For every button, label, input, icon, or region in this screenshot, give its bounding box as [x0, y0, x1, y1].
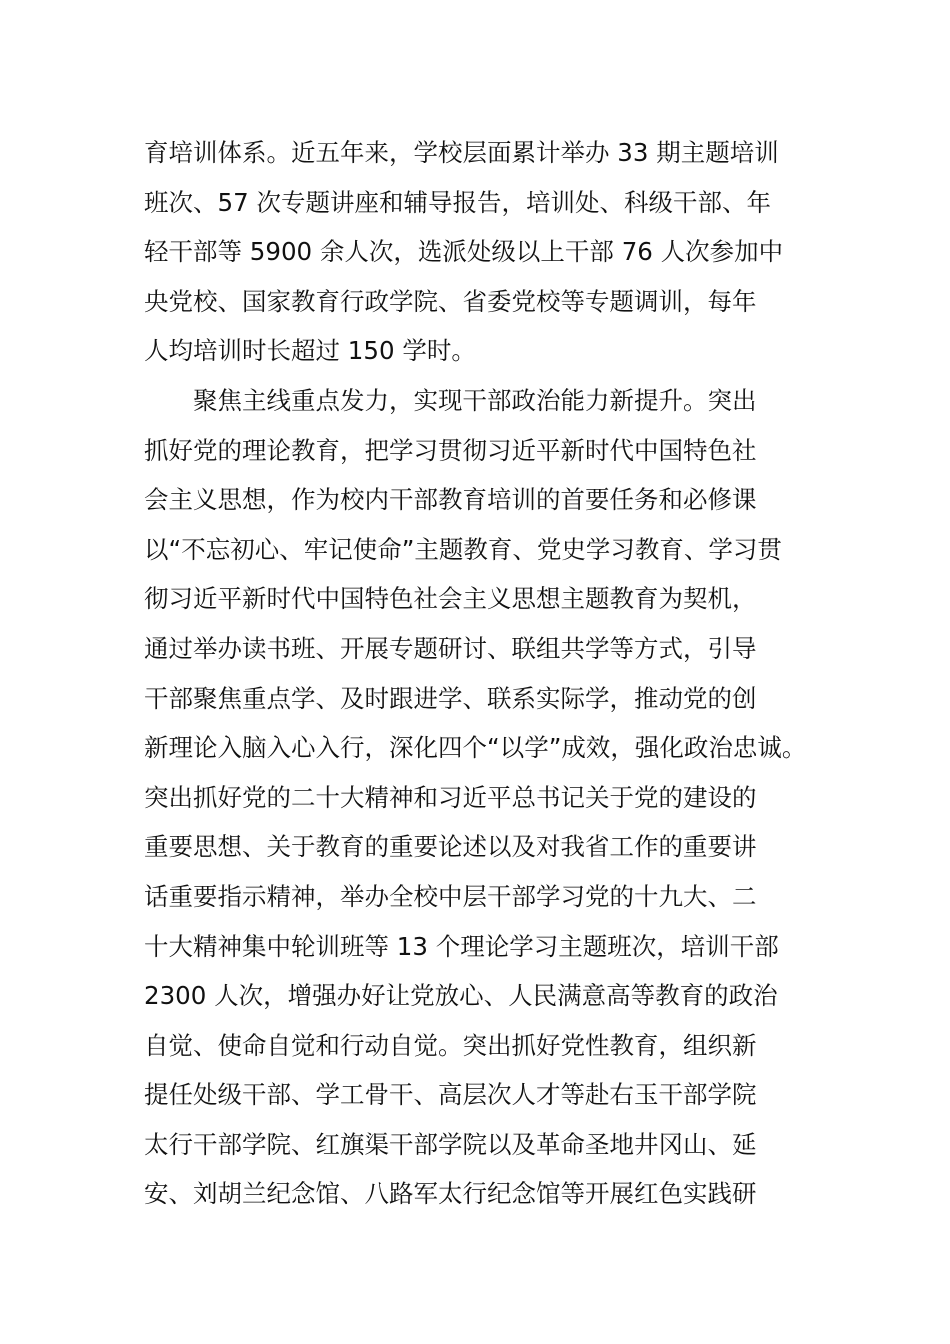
text-line: 会主义思想，作为校内干部教育培训的首要任务和必修课: [144, 485, 757, 515]
text-line: 新理论入脑入心入行，深化四个“以学”成效，强化政治忠诚。: [144, 733, 807, 763]
text-line: 彻习近平新时代中国特色社会主义思想主题教育为契机，: [144, 584, 757, 614]
text-line: 安、刘胡兰纪念馆、八路军太行纪念馆等开展红色实践研: [144, 1179, 757, 1209]
text-line: 2300 人次，增强办好让党放心、人民满意高等教育的政治: [144, 981, 778, 1011]
text-line: 突出抓好党的二十大精神和习近平总书记关于党的建设的: [144, 782, 757, 812]
text-line: 央党校、国家教育行政学院、省委党校等专题调训，每年: [144, 286, 757, 316]
body-text: [144, 128, 844, 1219]
text-line: 以“不忘初心、牢记使命”主题教育、党史学习教育、学习贯: [144, 534, 782, 564]
text-line: 通过举办读书班、开展专题研讨、联组共学等方式，引导: [144, 633, 757, 663]
text-line: 班次、57 次专题讲座和辅导报告，培训处、科级干部、年: [144, 187, 771, 217]
text-line: 提任处级干部、学工骨干、高层次人才等赴右玉干部学院: [144, 1080, 757, 1110]
text-line: 太行干部学院、红旗渠干部学院以及革命圣地井冈山、延: [144, 1129, 757, 1159]
text-line: 重要思想、关于教育的重要论述以及对我省工作的重要讲: [144, 832, 757, 862]
text-line: 轻干部等 5900 余人次，选派处级以上干部 76 人次参加中: [144, 237, 784, 267]
text-line: 十大精神集中轮训班等 13 个理论学习主题班次，培训干部: [144, 931, 779, 961]
text-line: 抓好党的理论教育，把学习贯彻习近平新时代中国特色社: [144, 435, 757, 465]
text-line: 育培训体系。近五年来，学校层面累计举办 33 期主题培训: [144, 138, 779, 167]
text-line: 干部聚焦重点学、及时跟进学、联系实际学，推动党的创: [144, 683, 757, 713]
text-line: 人均培训时长超过 150 学时。: [144, 336, 476, 366]
paragraph-first-line: 聚焦主线重点发力，实现干部政治能力新提升。突出: [193, 385, 757, 415]
text-line: 自觉、使命自觉和行动自觉。突出抓好党性教育，组织新: [144, 1030, 757, 1060]
text-line: 话重要指示精神，举办全校中层干部学习党的十九大、二: [144, 881, 757, 911]
